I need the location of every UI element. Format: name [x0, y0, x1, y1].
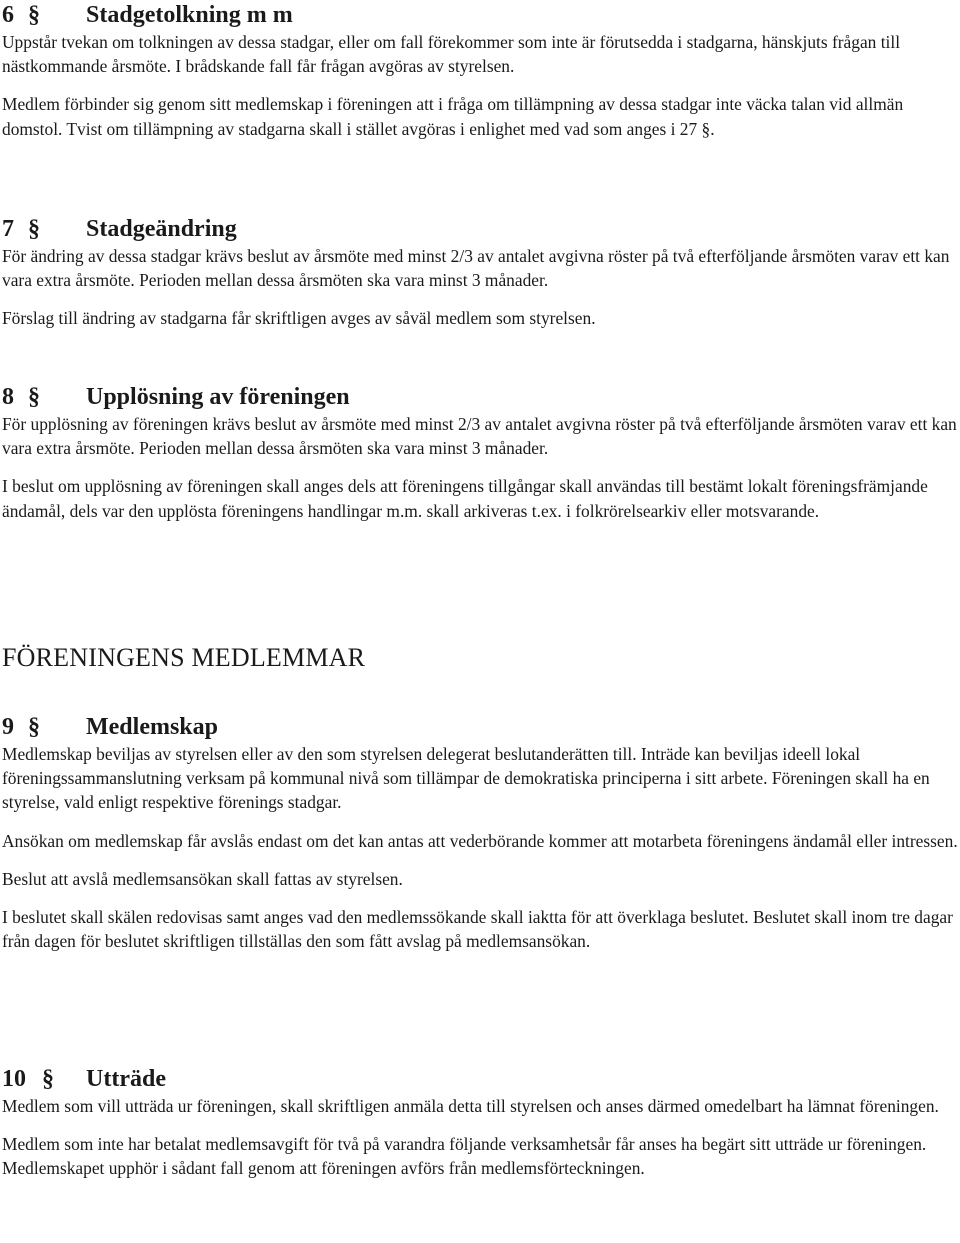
section-number: 7: [2, 216, 14, 242]
section-9: [2, 712, 960, 953]
paragraph: Medlem som vill utträda ur föreningen, skall skriftligen anmäla detta till styrelsen och anses därmed omedelbart ha lämnat föreningen.: [2, 1096, 939, 1116]
chapter-title: FÖRENINGENS MEDLEMMAR: [2, 643, 366, 672]
paragraph: Ansökan om medlemskap får avslås endast om det kan antas att vederbörande kommer att motarbeta föreningens ändamål eller intressen.: [2, 830, 958, 851]
paragraph: Medlem förbinder sig genom sitt medlemskap i föreningen att i fråga om tillämpning av dessa stadgar inte väcka talan vid allmän domstol. Tvist om tillämpning av stadgarna skall i stället avgöras i enlighet med vad som anges i 27 §.: [2, 94, 904, 139]
section-number: 6: [2, 2, 14, 28]
section-number: 8: [2, 384, 14, 410]
section-10: [2, 1064, 960, 1181]
section-title: Stadgeändring: [86, 216, 237, 242]
section-title: Utträde: [86, 1066, 166, 1092]
paragraph: För ändring av dessa stadgar krävs beslut av årsmöte med minst 2/3 av antalet avgivna röster på två efterföljande årsmöten varav ett kan vara extra årsmöte. Perioden mellan dessa årsmöten ska vara minst 3 månader.: [2, 246, 950, 291]
chapter: [2, 642, 960, 674]
paragraph: Uppstår tvekan om tolkningen av dessa stadgar, eller om fall förekommer som inte är förutsedda i stadgarna, hänskjuts frågan till nästkommande årsmöte. I brådskande fall får frågan avgöras av styrelsen.: [2, 32, 901, 77]
section-number: 9: [2, 714, 14, 740]
paragraph: I beslut om upplösning av föreningen skall anges dels att föreningens tillgångar skall användas till bestämt lokalt föreningsfrämjande ändamål, dels var den upplösta föreningens handlingar m.m. skall arkiveras t.ex. i folkrörelsearkiv eller motsvarande.: [2, 476, 928, 521]
paragraph: Beslut att avslå medlemsansökan skall fattas av styrelsen.: [2, 868, 403, 889]
section-title: Upplösning av föreningen: [86, 384, 350, 410]
paragraph-sign: §: [28, 216, 40, 242]
paragraph: I beslutet skall skälen redovisas samt anges vad den medlemssökande skall iaktta för att överklaga beslutet. Beslutet skall inom tre dagar från dagen för beslutet skriftligen tillställas den som fått avslag på medlemsansökan.: [2, 907, 953, 952]
section-8: [2, 382, 960, 523]
paragraph-sign: §: [28, 714, 40, 740]
paragraph: Medlem som inte har betalat medlemsavgift för två på varandra följande verksamhetsår får anses ha begärt sitt utträde ur föreningen. Medlemskapet upphör i sådant fall genom att föreningen avförs från medlemsförteckningen.: [2, 1134, 927, 1179]
paragraph-sign: §: [28, 384, 40, 410]
section-number: 10: [2, 1066, 26, 1092]
paragraph: Medlemskap beviljas av styrelsen eller av den som styrelsen delegerat beslutanderätten till. Inträde kan beviljas ideell lokal föreningssammanslutning verksam på kommunal nivå som tillämpar de demokratiska principerna i sitt arbete. Föreningen skall ha en styrelse, vald enligt respektive förenings stadgar.: [2, 744, 930, 813]
section-10-heading: [2, 1064, 960, 1094]
section-6-heading: [2, 0, 960, 30]
paragraph: Förslag till ändring av stadgarna får skriftligen avges av såväl medlem som styrelsen.: [2, 308, 596, 329]
paragraph: För upplösning av föreningen krävs beslut av årsmöte med minst 2/3 av antalet avgivna röster på två efterföljande årsmöten varav ett kan vara extra årsmöte. Perioden mellan dessa årsmöten ska vara minst 3 månader.: [2, 414, 957, 459]
section-title: Stadgetolkning m m: [86, 2, 293, 28]
paragraph-sign: §: [42, 1066, 54, 1092]
section-9-heading: [2, 712, 960, 742]
section-8-heading: [2, 382, 960, 412]
section-title: Medlemskap: [86, 714, 218, 740]
section-6: [2, 0, 960, 141]
paragraph-sign: §: [28, 2, 40, 28]
section-7-heading: [2, 214, 960, 244]
section-7: [2, 214, 960, 331]
